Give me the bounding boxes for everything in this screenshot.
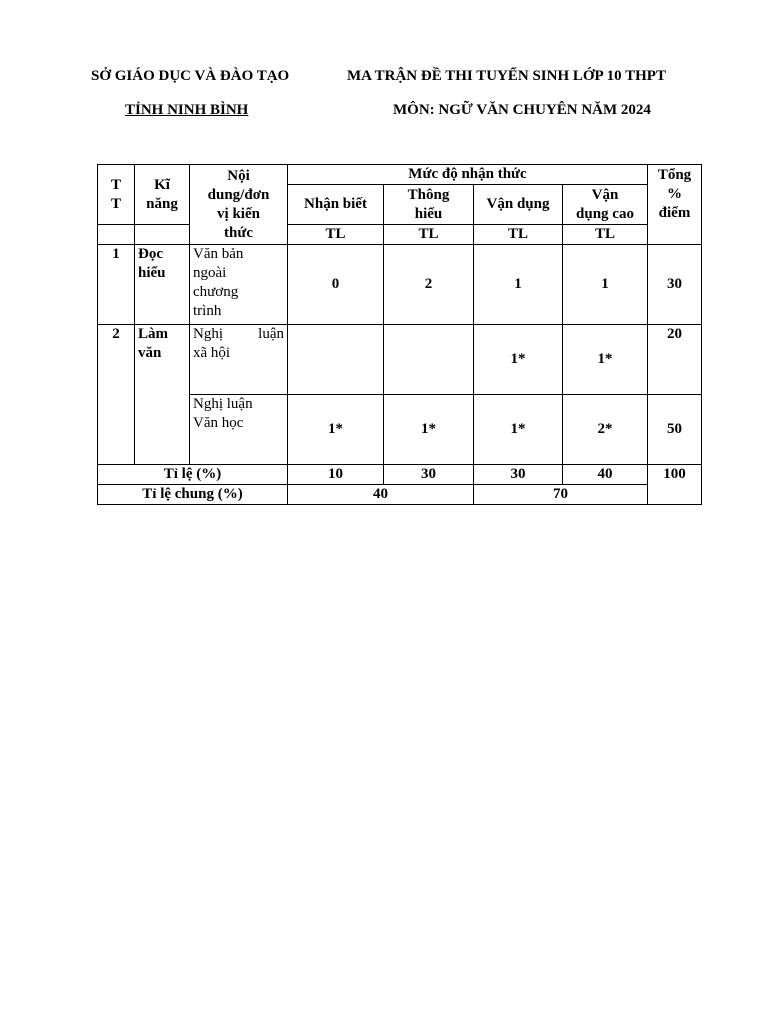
form-label: TL <box>474 225 563 245</box>
table-row <box>98 245 702 325</box>
cell-total: 20 <box>648 325 702 395</box>
ratio-value: 30 <box>474 465 563 485</box>
header-row-1 <box>98 165 702 185</box>
row-skill: Làm văn <box>135 325 190 465</box>
header-tt: T T <box>98 165 135 225</box>
cell-value: 2 <box>384 245 474 325</box>
row-number: 1 <box>98 245 135 325</box>
department-name: SỞ GIÁO DỤC VÀ ĐÀO TẠO <box>91 68 290 84</box>
row-content: Nghị luận xã hội <box>190 325 288 395</box>
row-content: Nghị luận Văn học <box>190 395 288 465</box>
common-ratio-label: Tỉ lệ chung (%) <box>98 485 288 505</box>
header-content: Nội dung/đơn vị kiến thức <box>190 165 288 245</box>
header-level-recognition: Nhận biết <box>288 185 384 225</box>
row-number: 2 <box>98 325 135 465</box>
table-row <box>98 325 702 395</box>
cell-value: 2* <box>563 395 648 465</box>
form-label: TL <box>563 225 648 245</box>
common-ratio-value: 70 <box>474 485 648 505</box>
cell-value: 1* <box>474 395 563 465</box>
ratio-total: 100 <box>648 465 702 505</box>
header-row-form <box>98 225 702 245</box>
cell-value: 1* <box>288 395 384 465</box>
cell-value: 1* <box>474 325 563 395</box>
row-skill: Đọc hiểu <box>135 245 190 325</box>
row-content: Văn bản ngoài chương trình <box>190 245 288 325</box>
cell-total: 30 <box>648 245 702 325</box>
cell-value: 1* <box>563 325 648 395</box>
common-ratio-row <box>98 485 702 505</box>
ratio-value: 40 <box>563 465 648 485</box>
cell-total: 50 <box>648 395 702 465</box>
ratio-label: Tỉ lệ (%) <box>98 465 288 485</box>
cell-value: 1* <box>384 395 474 465</box>
header-skill: Kĩ năng <box>135 165 190 225</box>
header-total: Tổng % điểm <box>648 165 702 225</box>
header-level-understanding: Thông hiểu <box>384 185 474 225</box>
header-cognitive-level: Mức độ nhận thức <box>288 165 648 185</box>
exam-matrix-table <box>97 164 702 505</box>
cell-value: 1 <box>474 245 563 325</box>
cell-value <box>384 325 474 395</box>
common-ratio-value: 40 <box>288 485 474 505</box>
cell-value <box>288 325 384 395</box>
form-label: TL <box>288 225 384 245</box>
subject-title: MÔN: NGỮ VĂN CHUYÊN NĂM 2024 <box>393 102 651 118</box>
cell-value: 0 <box>288 245 384 325</box>
cell-value: 1 <box>563 245 648 325</box>
ratio-row <box>98 465 702 485</box>
province-name: TỈNH NINH BÌNH <box>125 102 249 118</box>
header-level-application: Vận dụng <box>474 185 563 225</box>
header-level-high-application: Vận dụng cao <box>563 185 648 225</box>
ratio-value: 30 <box>384 465 474 485</box>
document-title: MA TRẬN ĐỀ THI TUYỂN SINH LỚP 10 THPT <box>347 68 666 84</box>
ratio-value: 10 <box>288 465 384 485</box>
form-label: TL <box>384 225 474 245</box>
